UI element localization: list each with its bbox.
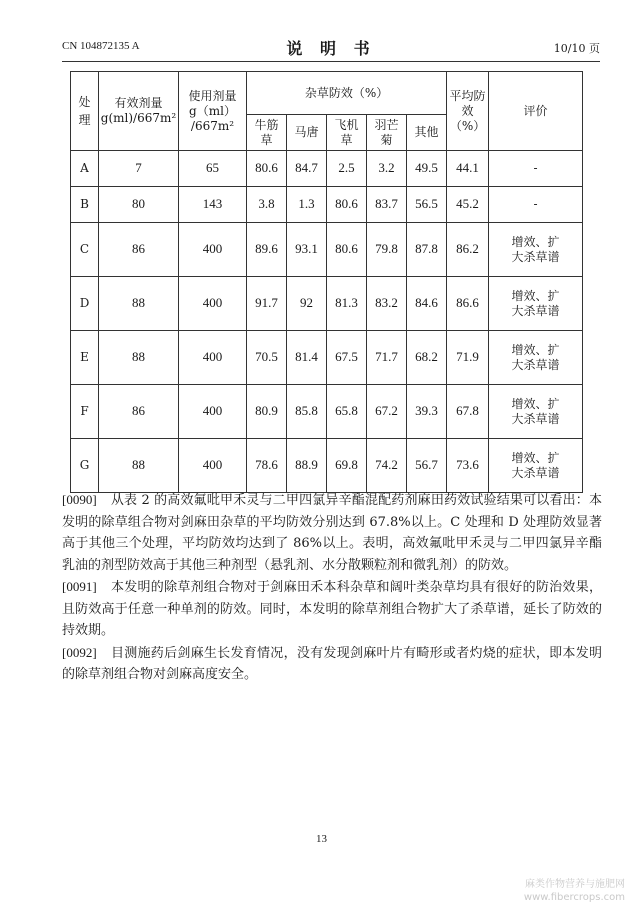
cell-evaluation: - (489, 187, 583, 223)
cell-value: 80.9 (247, 385, 287, 439)
paragraph-0092 (62, 642, 602, 686)
cell-treatment: A (71, 151, 99, 187)
cell-average: 86.2 (447, 223, 489, 277)
header-use-dose: 使用剂量 g（ml） /667m² (179, 72, 247, 151)
table-row (71, 385, 583, 439)
cell-value: 3.8 (247, 187, 287, 223)
cell-value: 83.2 (367, 277, 407, 331)
watermark-url: www.fibercrops.com (523, 892, 625, 903)
cell-value: 56.5 (407, 187, 447, 223)
cell-evaluation: 增效、扩大杀草谱 (489, 331, 583, 385)
cell-treatment: F (71, 385, 99, 439)
cell-value: 93.1 (287, 223, 327, 277)
cell-value: 68.2 (407, 331, 447, 385)
page-indicator: 10/10 页 (553, 42, 600, 55)
cell-dose: 86 (99, 385, 179, 439)
header-weed-control: 杂草防效（%） (247, 72, 447, 115)
header-weed-5: 其他 (407, 115, 447, 151)
header-weed-1: 牛筋草 (247, 115, 287, 151)
paragraph-number: [0092] (62, 644, 97, 660)
paragraph-text: 目测施药后剑麻生长发育情况，没有发现剑麻叶片有畸形或者灼烧的症状，即本发明的除草剂组合物对剑麻高度安全。 (62, 645, 602, 682)
cell-value: 1.3 (287, 187, 327, 223)
cell-value: 89.6 (247, 223, 287, 277)
header-weed-3: 飞机草 (327, 115, 367, 151)
cell-value: 67.5 (327, 331, 367, 385)
cell-treatment: C (71, 223, 99, 277)
cell-value: 3.2 (367, 151, 407, 187)
table-row (71, 223, 583, 277)
cell-average: 44.1 (447, 151, 489, 187)
header-rule (62, 61, 600, 62)
body-text (62, 489, 602, 686)
cell-dose: 86 (99, 223, 179, 277)
paragraph-number: [0090] (62, 492, 97, 507)
document-title: 说 明 书 (286, 39, 376, 58)
cell-value: 84.6 (407, 277, 447, 331)
cell-treatment: E (71, 331, 99, 385)
cell-value: 83.7 (367, 187, 407, 223)
cell-evaluation: 增效、扩大杀草谱 (489, 439, 583, 493)
cell-value: 78.6 (247, 439, 287, 493)
cell-use: 400 (179, 439, 247, 493)
cell-value: 69.8 (327, 439, 367, 493)
cell-treatment: D (71, 277, 99, 331)
paragraph-number: [0091] (62, 579, 97, 594)
page-header (62, 36, 600, 60)
cell-value: 87.8 (407, 223, 447, 277)
cell-value: 79.8 (367, 223, 407, 277)
table-row (71, 151, 583, 187)
cell-value: 84.7 (287, 151, 327, 187)
cell-evaluation: - (489, 151, 583, 187)
cell-value: 39.3 (407, 385, 447, 439)
cell-use: 400 (179, 223, 247, 277)
cell-dose: 80 (99, 187, 179, 223)
paragraph-0091 (62, 576, 602, 642)
header-weed-2: 马唐 (287, 115, 327, 151)
cell-use: 143 (179, 187, 247, 223)
cell-use: 400 (179, 385, 247, 439)
cell-average: 73.6 (447, 439, 489, 493)
cell-use: 400 (179, 277, 247, 331)
table-row (71, 439, 583, 493)
cell-evaluation: 增效、扩大杀草谱 (489, 277, 583, 331)
cell-value: 91.7 (247, 277, 287, 331)
paragraph-0090 (62, 489, 602, 576)
cell-value: 65.8 (327, 385, 367, 439)
paragraph-text: 从表 2 的高效氟吡甲禾灵与二甲四氯异辛酯混配药剂麻田药效试验结果可以看出：本发明的除草组合物对剑麻田杂草的平均防效分别达到 67.8%以上。C 处理和 D 处理防效显著高于其他三个处理，平均防效均达到了 86%以上。表明，高效氟吡甲禾灵与二甲四氯异辛酯乳油的剂型防效高于其他三种剂型（悬乳剂、水分散颗粒剂和微乳剂）的防效。 (62, 493, 602, 573)
cell-treatment: G (71, 439, 99, 493)
cell-value: 92 (287, 277, 327, 331)
header-weed-4: 羽芒菊 (367, 115, 407, 151)
cell-evaluation: 增效、扩大杀草谱 (489, 223, 583, 277)
publication-number: CN 104872135 A (62, 40, 140, 52)
cell-average: 67.8 (447, 385, 489, 439)
cell-value: 56.7 (407, 439, 447, 493)
header-evaluation: 评价 (489, 72, 583, 151)
cell-value: 2.5 (327, 151, 367, 187)
cell-value: 80.6 (327, 187, 367, 223)
cell-value: 67.2 (367, 385, 407, 439)
watermark (524, 878, 625, 904)
cell-value: 74.2 (367, 439, 407, 493)
cell-use: 400 (179, 331, 247, 385)
cell-use: 65 (179, 151, 247, 187)
cell-dose: 88 (99, 331, 179, 385)
table-row (71, 331, 583, 385)
cell-average: 71.9 (447, 331, 489, 385)
cell-evaluation: 增效、扩大杀草谱 (489, 385, 583, 439)
cell-dose: 88 (99, 277, 179, 331)
cell-value: 81.3 (327, 277, 367, 331)
header-treatment: 处理 (71, 72, 99, 151)
cell-average: 45.2 (447, 187, 489, 223)
header-average-control: 平均防效（%） (447, 72, 489, 151)
cell-value: 80.6 (247, 151, 287, 187)
paragraph-text: 本发明的除草剂组合物对于剑麻田禾本科杂草和阔叶类杂草均具有很好的防治效果，且防效高于任意一种单剂的防效。同时，本发明的除草剂组合物扩大了杀草谱，延长了防效的持效期。 (62, 580, 602, 638)
watermark-site-name: 麻类作物营养与施肥网 (525, 879, 625, 890)
cell-value: 49.5 (407, 151, 447, 187)
cell-value: 71.7 (367, 331, 407, 385)
cell-value: 80.6 (327, 223, 367, 277)
cell-dose: 88 (99, 439, 179, 493)
header-effective-dose: 有效剂量 g(ml)/667m² (99, 72, 179, 151)
cell-value: 85.8 (287, 385, 327, 439)
cell-value: 88.9 (287, 439, 327, 493)
table-row (71, 277, 583, 331)
weed-control-table (70, 71, 583, 493)
page-number: 13 (316, 833, 327, 845)
cell-treatment: B (71, 187, 99, 223)
table-row (71, 187, 583, 223)
cell-value: 70.5 (247, 331, 287, 385)
cell-average: 86.6 (447, 277, 489, 331)
cell-dose: 7 (99, 151, 179, 187)
cell-value: 81.4 (287, 331, 327, 385)
